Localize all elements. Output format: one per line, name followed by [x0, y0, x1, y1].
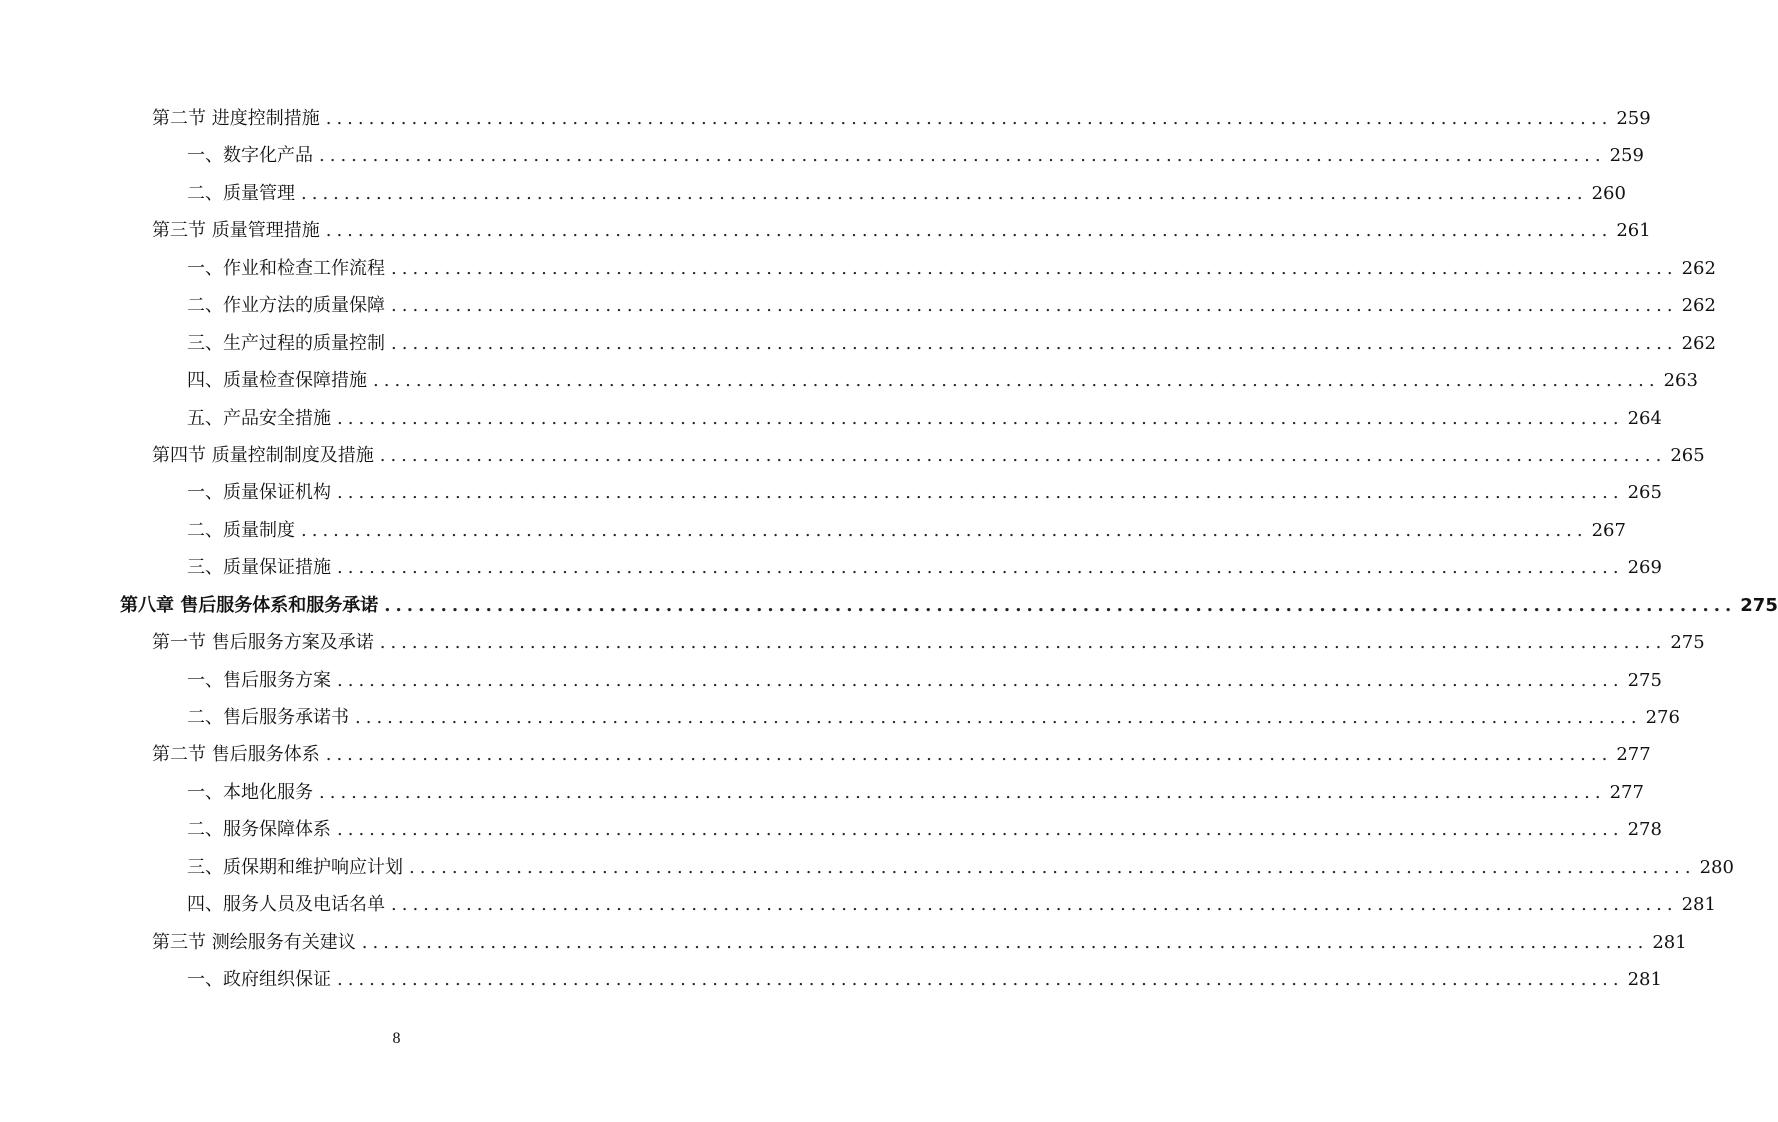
toc-entry-label: 四、服务人员及电话名单: [187, 894, 385, 916]
toc-entry-page-number: 275: [1670, 632, 1705, 654]
toc-subsection-entry[interactable]: [0, 774, 1644, 811]
toc-entry-page-number: 275: [1627, 669, 1662, 691]
toc-entry-page-number: 269: [1627, 557, 1662, 579]
toc-entry-page-number: 259: [1616, 108, 1651, 129]
toc-entry-page-number: 260: [1591, 182, 1626, 204]
toc-entry-page-number: 262: [1681, 295, 1716, 317]
toc-entry-label: 三、质量保证措施: [187, 557, 331, 579]
toc-entry-label: 一、作业和检查工作流程: [187, 257, 385, 279]
toc-dot-leader: ........................................................................................................................: [391, 257, 1678, 279]
page-number: 8: [392, 1030, 401, 1047]
toc-subsection-entry[interactable]: [0, 512, 1626, 549]
toc-entry-label: 一、质量保证机构: [187, 482, 331, 504]
toc-dot-leader: ........................................................................................................................: [379, 632, 1667, 654]
toc-entry-label: 二、作业方法的质量保障: [187, 295, 385, 317]
toc-section-entry[interactable]: [0, 100, 1651, 137]
toc-subsection-entry[interactable]: [0, 699, 1680, 736]
toc-dot-leader: ........................................................................................................................: [409, 856, 1696, 878]
toc-entry-page-number: 281: [1652, 931, 1687, 953]
toc-entry-page-number: 276: [1645, 707, 1680, 728]
toc-entry-page-number: 277: [1609, 781, 1644, 803]
toc-section-entry[interactable]: [0, 924, 1687, 961]
toc-entry-page-number: 265: [1670, 444, 1705, 466]
toc-subsection-entry[interactable]: [0, 362, 1698, 399]
toc-dot-leader: ........................................................................................................................: [319, 781, 1606, 803]
toc-entry-page-number: 281: [1681, 894, 1716, 916]
toc-entry-page-number: 261: [1616, 220, 1651, 242]
toc-entry-page-number: 277: [1616, 744, 1651, 766]
toc-dot-leader: ........................................................................................................................: [301, 519, 1588, 541]
toc-entry-page-number: 281: [1627, 969, 1662, 991]
toc-dot-leader: ........................................................................................................................: [361, 931, 1649, 953]
toc-entry-label: 二、质量制度: [187, 519, 295, 541]
toc-dot-leader: ........................................................................................................................: [319, 145, 1606, 167]
toc-section-entry[interactable]: [0, 736, 1651, 773]
toc-dot-leader: ........................................................................................................................: [337, 482, 1624, 504]
toc-subsection-entry[interactable]: [0, 137, 1644, 174]
toc-dot-leader: ........................................................................................................................: [325, 108, 1613, 129]
toc-entry-label: 一、数字化产品: [187, 145, 313, 167]
toc-dot-leader: ........................................................................................................................: [391, 894, 1678, 916]
toc-entry-label: 五、产品安全措施: [187, 407, 331, 429]
toc-entry-label: 一、本地化服务: [187, 781, 313, 803]
toc-entry-label: 二、售后服务承诺书: [187, 707, 349, 728]
toc-dot-leader: ........................................................................................................................: [391, 295, 1678, 317]
toc-entry-page-number: 267: [1591, 519, 1626, 541]
toc-subsection-entry[interactable]: [0, 961, 1662, 998]
toc-entry-label: 第一节 售后服务方案及承诺: [152, 632, 374, 654]
toc-subsection-entry[interactable]: [0, 549, 1662, 586]
toc-entry-label: 二、质量管理: [187, 182, 295, 204]
toc-entry-label: 三、生产过程的质量控制: [187, 332, 385, 354]
toc-entry-label: 四、质量检查保障措施: [187, 370, 367, 392]
toc-entry-page-number: 263: [1663, 370, 1698, 392]
toc-entry-label: 第八章 售后服务体系和服务承诺: [120, 594, 379, 616]
toc-entry-page-number: 280: [1699, 856, 1734, 878]
toc-entry-label: 二、服务保障体系: [187, 819, 331, 841]
toc-entry-label: 第三节 质量管理措施: [152, 220, 320, 242]
toc-subsection-entry[interactable]: [0, 400, 1662, 437]
toc-dot-leader: ........................................................................................................................: [337, 969, 1624, 991]
toc-entry-page-number: 262: [1681, 257, 1716, 279]
toc-subsection-entry[interactable]: [0, 662, 1662, 699]
toc-dot-leader: ........................................................................................................................: [379, 444, 1667, 466]
toc-dot-leader: ........................................................................................................................: [391, 332, 1678, 354]
toc-chapter-entry[interactable]: [0, 587, 1778, 624]
toc-subsection-entry[interactable]: [0, 849, 1734, 886]
toc-subsection-entry[interactable]: [0, 474, 1662, 511]
toc-dot-leader: ........................................................................................................................: [325, 744, 1613, 766]
toc-dot-leader: ........................................................................................................................: [301, 182, 1588, 204]
toc-entry-label: 一、售后服务方案: [187, 669, 331, 691]
toc-entry-label: 三、质保期和维护响应计划: [187, 856, 403, 878]
toc-dot-leader: ........................................................................................................................: [337, 557, 1624, 579]
toc-entry-page-number: 262: [1681, 332, 1716, 354]
toc-dot-leader: ........................................................................................................................: [337, 407, 1624, 429]
toc-dot-leader: ........................................................................................................................: [355, 707, 1642, 728]
toc-entry-label: 第三节 测绘服务有关建议: [152, 931, 356, 953]
toc-entry-page-number: 259: [1609, 145, 1644, 167]
toc-dot-leader: ........................................................................................................................: [325, 220, 1613, 242]
toc-section-entry[interactable]: [0, 437, 1705, 474]
toc-subsection-entry[interactable]: [0, 886, 1716, 923]
toc-entry-page-number: 278: [1627, 819, 1662, 841]
toc-entry-label: 第二节 售后服务体系: [152, 744, 320, 766]
toc-entry-page-number: 265: [1627, 482, 1662, 504]
toc-entry-page-number: 264: [1627, 407, 1662, 429]
toc-section-entry[interactable]: [0, 212, 1651, 249]
toc-subsection-entry[interactable]: [0, 811, 1662, 848]
toc-entry-page-number: 275: [1740, 594, 1778, 616]
table-of-contents: [0, 100, 1778, 999]
toc-dot-leader: ........................................................................................................................: [384, 594, 1737, 616]
toc-entry-label: 第二节 进度控制措施: [152, 108, 320, 129]
toc-dot-leader: ........................................................................................................................: [337, 819, 1624, 841]
toc-subsection-entry[interactable]: [0, 287, 1716, 324]
toc-subsection-entry[interactable]: [0, 250, 1716, 287]
toc-entry-label: 第四节 质量控制制度及措施: [152, 444, 374, 466]
toc-subsection-entry[interactable]: [0, 325, 1716, 362]
toc-subsection-entry[interactable]: [0, 175, 1626, 212]
toc-dot-leader: ........................................................................................................................: [337, 669, 1624, 691]
toc-entry-label: 一、政府组织保证: [187, 969, 331, 991]
toc-dot-leader: ........................................................................................................................: [373, 370, 1660, 392]
toc-section-entry[interactable]: [0, 624, 1705, 661]
